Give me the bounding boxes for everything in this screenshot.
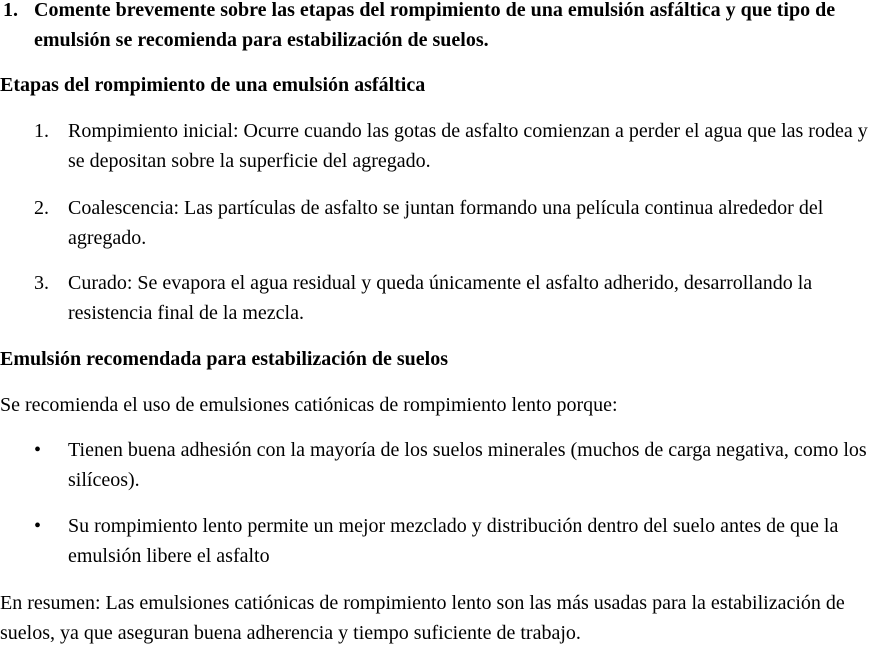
list-item-number: 1. [34, 120, 49, 142]
list-item [0, 116, 888, 176]
section-heading-stages: Etapas del rompimiento de una emulsión asfáltica [0, 74, 426, 96]
list-item-text: Curado: Se evapora el agua residual y queda únicamente el asfalto adherido, desarrollando la resistencia final de la mezcla. [68, 272, 813, 324]
bullet-icon: • [34, 439, 42, 461]
summary-paragraph: En resumen: Las emulsiones catiónicas de rompimiento lento son las más usadas para la estabilización de suelos, ya que aseguran buena adherencia y tiempo suficiente de trabajo. [0, 592, 845, 644]
question [0, 0, 888, 55]
question-number: 1. [3, 0, 18, 21]
question-text: Comente brevemente sobre las etapas del rompimiento de una emulsión asfáltica y que tipo de emulsión se recomienda para estabilización de suelos. [34, 0, 836, 51]
bullet-icon: • [34, 515, 42, 537]
list-item-text: Rompimiento inicial: Ocurre cuando las gotas de asfalto comienzan a perder el agua que las rodea y se depositan sobre la superficie del agregado. [68, 120, 868, 172]
section-heading-recommended-emulsion: Emulsión recomendada para estabilización de suelos [0, 348, 448, 370]
list-item-number: 2. [34, 197, 49, 219]
list-item-number: 3. [34, 272, 49, 294]
bullet-item-text: Su rompimiento lento permite un mejor mezclado y distribución dentro del suelo antes de que la emulsión libere el asfalto [68, 515, 839, 567]
list-item-text: Coalescencia: Las partículas de asfalto se juntan formando una película continua alrededor del agregado. [68, 197, 824, 249]
bullet-item [0, 435, 888, 495]
list-item [0, 193, 888, 253]
list-item [0, 268, 888, 328]
bullet-item-text: Tienen buena adhesión con la mayoría de los suelos minerales (muchos de carga negativa, como los silíceos). [68, 439, 867, 491]
intro-paragraph: Se recomienda el uso de emulsiones catiónicas de rompimiento lento porque: [0, 394, 618, 416]
bullet-item [0, 511, 888, 571]
